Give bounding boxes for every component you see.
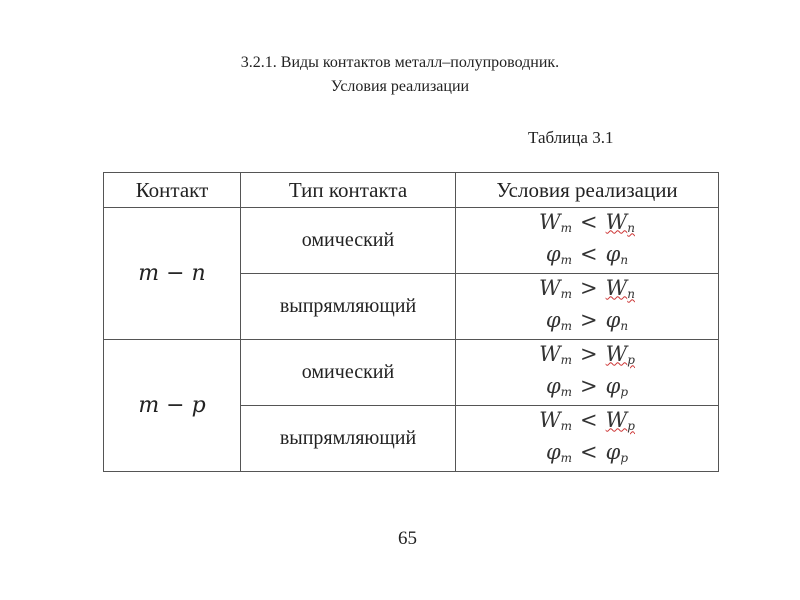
subscript: n (620, 318, 629, 333)
page-number: 65 (398, 528, 417, 549)
subscript: n (620, 252, 629, 267)
symbol: W (539, 209, 561, 234)
symbol: φ (605, 307, 621, 332)
subscript: n (627, 286, 635, 301)
symbol: W (539, 407, 561, 432)
subscript: m (560, 450, 573, 465)
symbol: W (539, 341, 561, 366)
header-contact: Контакт (104, 173, 241, 208)
symbol: φ (605, 241, 621, 266)
conditions-cell (456, 340, 719, 406)
symbol: φ (545, 373, 561, 398)
symbol: φ (605, 439, 621, 464)
contact-cell: m − p (104, 340, 241, 472)
operator: < (580, 439, 598, 464)
condition-line (456, 439, 718, 471)
subscript: p (620, 384, 629, 399)
conditions-cell (456, 274, 719, 340)
symbol: W (539, 275, 561, 300)
conditions-cell (456, 406, 719, 472)
header-conditions: Условия реализации (456, 173, 719, 208)
conditions-cell (456, 208, 719, 274)
subscript: m (560, 352, 573, 367)
subscript: m (560, 220, 573, 235)
contacts-table (103, 172, 719, 472)
table-row (104, 208, 719, 274)
operator: > (580, 373, 598, 398)
header-type: Тип контакта (241, 173, 456, 208)
subscript: p (620, 450, 629, 465)
contact-type-cell: выпрямляющий (241, 406, 456, 472)
condition-line (456, 341, 718, 373)
condition-line (456, 307, 718, 339)
subscript: m (560, 286, 573, 301)
subscript: p (627, 352, 635, 367)
table-header-row (104, 173, 719, 208)
condition-line (456, 209, 718, 241)
subscript: p (627, 418, 635, 433)
condition-line (456, 373, 718, 405)
operator: < (580, 241, 598, 266)
operator: > (580, 307, 598, 332)
symbol: φ (545, 439, 561, 464)
symbol: W (605, 209, 628, 234)
contact-cell: m − n (104, 208, 241, 340)
condition-line (456, 407, 718, 439)
subscript: m (560, 384, 573, 399)
operator: > (580, 341, 598, 366)
operator: < (580, 407, 598, 432)
symbol: φ (545, 241, 561, 266)
subscript: m (560, 252, 573, 267)
contact-type-cell: выпрямляющий (241, 274, 456, 340)
symbol: W (605, 275, 628, 300)
table-row (104, 340, 719, 406)
table-label: Таблица 3.1 (528, 128, 614, 147)
symbol: W (605, 341, 628, 366)
condition-line (456, 275, 718, 307)
condition-line (456, 241, 718, 273)
symbol: φ (605, 373, 621, 398)
section-subheading: Условия реализации (330, 78, 470, 95)
symbol: W (605, 407, 628, 432)
operator: > (580, 275, 598, 300)
subscript: n (627, 220, 635, 235)
symbol: φ (545, 307, 561, 332)
contact-type-cell: омический (241, 340, 456, 406)
operator: < (580, 209, 598, 234)
section-heading: 3.2.1. Виды контактов металл–полупроводник. (240, 54, 560, 71)
subscript: m (560, 418, 573, 433)
subscript: m (560, 318, 573, 333)
contact-type-cell: омический (241, 208, 456, 274)
